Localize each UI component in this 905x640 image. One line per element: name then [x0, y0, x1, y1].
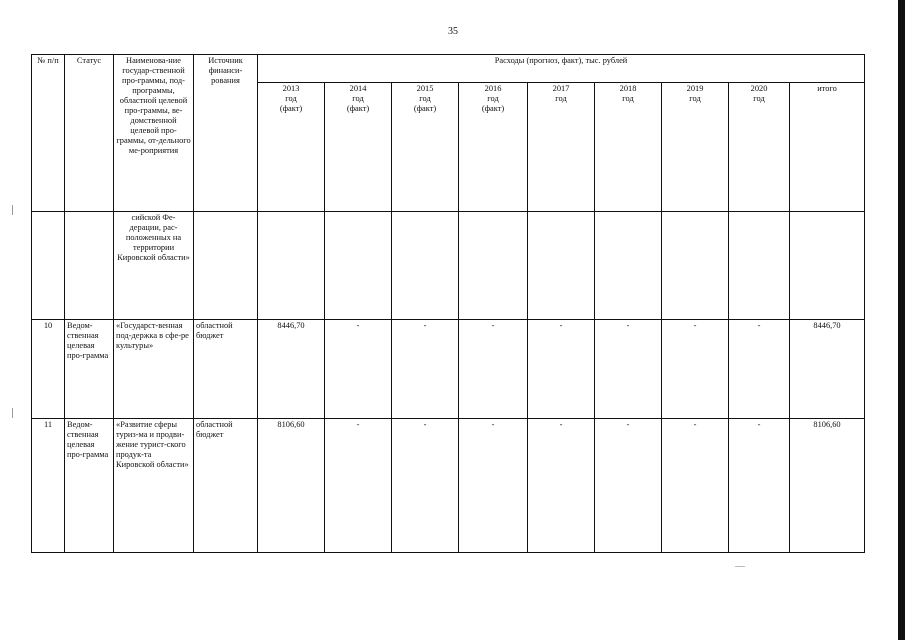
value-2015: - [392, 419, 459, 553]
header-year-2019 [662, 83, 729, 212]
cell-empty [459, 212, 528, 320]
year-label: 2017 [552, 84, 570, 93]
header-num: № п/п [32, 55, 65, 212]
header-expenses: Расходы (прогноз, факт), тыс. рублей [258, 55, 865, 83]
cell-empty [258, 212, 325, 320]
value-2014: - [325, 320, 392, 419]
row-source: областной бюджет [194, 419, 258, 553]
cell-empty [65, 212, 114, 320]
row-status: Ведом-ственная целевая про-грамма [65, 320, 114, 419]
year-note: (факт) [346, 104, 370, 113]
value-2017: - [528, 320, 595, 419]
value-2020: - [729, 419, 790, 553]
year-label: 2016 [484, 84, 502, 93]
header-name: Наименова-ние государ-ственной про-граммы, под-программы, областной целевой про-граммы, ве-домственной целевой про-граммы, от-дельного ме-роприятия [114, 55, 194, 212]
scan-margin-mark [12, 205, 13, 215]
table-row [32, 320, 865, 419]
value-2014: - [325, 419, 392, 553]
row-name: «Развитие сферы туриз-ма и продви-жение турист-ского продук-та Кировской области» [114, 419, 194, 553]
year-label: 2018 [619, 84, 637, 93]
year-sub: год [419, 94, 431, 103]
year-label: 2013 [282, 84, 300, 93]
header-total: итого [790, 83, 865, 212]
value-total: 8446,70 [790, 320, 865, 419]
header-year-2018 [595, 83, 662, 212]
row-number: 10 [32, 320, 65, 419]
year-note: (факт) [481, 104, 505, 113]
row-name: «Государст-венная под-держка в сфе-ре культуры» [114, 320, 194, 419]
header-year-2020 [729, 83, 790, 212]
cell-empty [32, 212, 65, 320]
cell-empty [194, 212, 258, 320]
cell-empty [729, 212, 790, 320]
header-year-2017 [528, 83, 595, 212]
header-status: Статус [65, 55, 114, 212]
header-row-1 [32, 55, 865, 83]
year-note: (факт) [413, 104, 437, 113]
year-label: 2019 [686, 84, 704, 93]
value-2018: - [595, 320, 662, 419]
value-2017: - [528, 419, 595, 553]
year-label: 2020 [750, 84, 768, 93]
header-source: Источник финанси-рования [194, 55, 258, 212]
scan-edge-bar [898, 0, 905, 640]
year-sub: год [622, 94, 634, 103]
value-2019: - [662, 419, 729, 553]
value-2020: - [729, 320, 790, 419]
header-year-2016 [459, 83, 528, 212]
year-sub: год [555, 94, 567, 103]
page-number: 35 [448, 26, 458, 37]
budget-table [31, 54, 865, 553]
row-status: Ведом-ственная целевая про-грамма [65, 419, 114, 553]
cell-empty [528, 212, 595, 320]
scan-speck [735, 566, 745, 567]
row-number: 11 [32, 419, 65, 553]
year-sub: год [689, 94, 701, 103]
table-row [32, 419, 865, 553]
value-2013: 8106,60 [258, 419, 325, 553]
header-year-2013 [258, 83, 325, 212]
cell-empty [790, 212, 865, 320]
year-note: (факт) [279, 104, 303, 113]
cell-empty [662, 212, 729, 320]
year-sub: год [753, 94, 765, 103]
value-2018: - [595, 419, 662, 553]
header-year-2015 [392, 83, 459, 212]
value-2015: - [392, 320, 459, 419]
value-2013: 8446,70 [258, 320, 325, 419]
value-2016: - [459, 320, 528, 419]
year-sub: год [285, 94, 297, 103]
year-sub: год [352, 94, 364, 103]
cell-empty [595, 212, 662, 320]
row-source: областной бюджет [194, 320, 258, 419]
cell-empty [392, 212, 459, 320]
value-total: 8106,60 [790, 419, 865, 553]
year-label: 2014 [349, 84, 367, 93]
header-year-2014 [325, 83, 392, 212]
year-label: 2015 [416, 84, 434, 93]
continuation-row [32, 212, 865, 320]
value-2019: - [662, 320, 729, 419]
scan-margin-mark [12, 408, 13, 418]
continuation-name: сийской Фе-дерации, рас-положенных на территории Кировской области» [114, 212, 194, 320]
value-2016: - [459, 419, 528, 553]
year-sub: год [487, 94, 499, 103]
cell-empty [325, 212, 392, 320]
